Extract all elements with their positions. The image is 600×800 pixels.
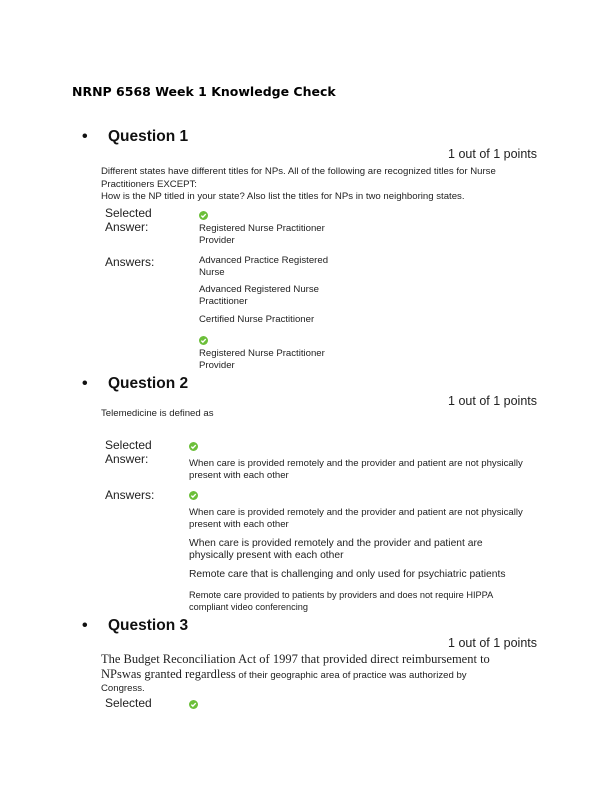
selected-answer	[199, 223, 325, 246]
question-2-heading	[82, 375, 188, 393]
correct-check-icon	[189, 491, 198, 500]
answer-line: Registered Nurse Practitioner	[199, 348, 325, 359]
answer-line: Registered Nurse Practitioner	[199, 223, 325, 234]
bullet: •	[82, 375, 88, 392]
answer-line: Provider	[199, 359, 235, 371]
answer-line: Provider	[199, 234, 235, 246]
question-2-text	[101, 408, 551, 421]
answer-option	[199, 348, 325, 371]
text-line: The Budget Reconciliation Act of 1997 that provided direct reimbursement to	[101, 652, 490, 666]
answer-line: present with each other	[189, 469, 289, 481]
question-1-heading	[82, 128, 188, 146]
answer-line: Remote care provided to patients by providers and does not require HIPPA	[189, 590, 494, 600]
selected-answer	[189, 458, 523, 481]
selected-answer-label: Selected	[105, 696, 152, 710]
answer-line: Practitioner	[199, 295, 248, 307]
answer-option	[199, 284, 319, 307]
answer-line: compliant video conferencing	[189, 601, 308, 612]
text-line: Telemedicine is defined as	[101, 408, 214, 419]
text-segment: of their geographic area of practice was authorized by	[235, 670, 467, 681]
question-1-text	[101, 166, 551, 204]
label-line: Selected	[105, 206, 152, 220]
question-title: Question 3	[108, 617, 189, 634]
text-line	[101, 667, 551, 683]
text-line: Congress.	[101, 683, 145, 694]
answer-option	[189, 538, 483, 561]
text-line: How is the NP titled in your state? Also list the titles for NPs in two neighboring states.	[101, 191, 465, 202]
answer-line: Remote care that is challenging and only used for psychiatric patients	[189, 569, 506, 580]
question-title: Question 2	[108, 375, 189, 392]
correct-check-icon	[199, 336, 208, 345]
answer-option	[199, 314, 314, 326]
answer-line: When care is provided remotely and the provider and patient are	[189, 538, 483, 549]
answer-line: present with each other	[189, 518, 289, 530]
label-line: Answer:	[105, 451, 149, 466]
correct-check-icon	[189, 442, 198, 451]
question-3-points: 1 out of 1 points	[448, 636, 537, 650]
answer-line: physically present with each other	[189, 549, 344, 561]
answer-option	[199, 255, 328, 278]
question-3-text	[101, 652, 551, 694]
selected-answer-label	[105, 207, 152, 234]
answers-label: Answers:	[105, 255, 155, 269]
answer-line: Advanced Practice Registered	[199, 255, 329, 266]
label-line: Answer:	[105, 219, 149, 234]
text-segment: NPswas granted regardless	[101, 667, 236, 681]
label-line: Selected	[105, 438, 152, 452]
text-line: Practitioners EXCEPT:	[101, 178, 197, 190]
answer-option	[189, 507, 523, 530]
answers-label: Answers:	[105, 488, 155, 502]
question-2-points: 1 out of 1 points	[448, 394, 537, 408]
answer-option	[189, 569, 506, 581]
question-1-points: 1 out of 1 points	[448, 147, 537, 161]
correct-check-icon	[189, 700, 198, 709]
question-title: Question 1	[108, 128, 189, 145]
answer-line: When care is provided remotely and the provider and patient are not physically	[189, 458, 523, 469]
document-title: NRNP 6568 Week 1 Knowledge Check	[72, 84, 336, 99]
answer-line: Advanced Registered Nurse	[199, 284, 319, 295]
answer-option	[189, 590, 493, 613]
answer-line: Nurse	[199, 266, 225, 278]
question-3-heading	[82, 617, 188, 635]
answer-line: Certified Nurse Practitioner	[199, 314, 315, 325]
bullet: •	[82, 128, 88, 145]
answer-line: When care is provided remotely and the provider and patient are not physically	[189, 507, 523, 518]
selected-answer-label	[105, 439, 152, 466]
text-line: Different states have different titles for NPs. All of the following are recognized titles for Nurse	[101, 166, 496, 177]
correct-check-icon	[199, 211, 208, 220]
bullet: •	[82, 617, 88, 634]
